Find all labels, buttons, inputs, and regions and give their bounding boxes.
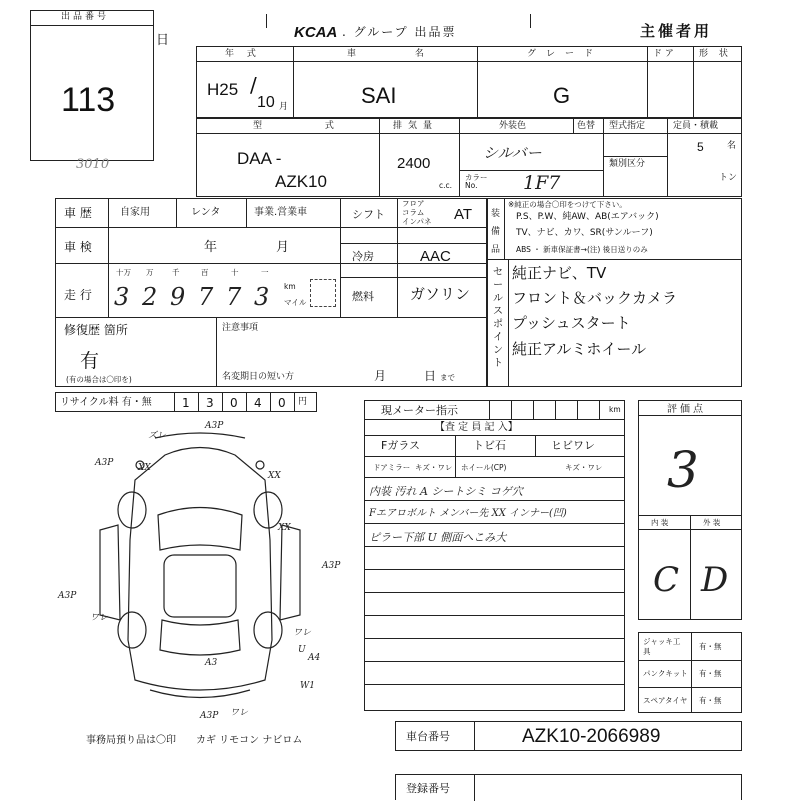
car-body-outline [128,448,272,691]
front-bumper [155,433,245,438]
diagram-mark: ズレ [148,431,167,441]
header-title: . グループ 出品票 [342,25,457,39]
mileage-head-3: 百 [201,268,209,277]
diagram-mark: W1 [300,681,315,691]
shape-label: 形 状 [699,49,732,59]
recycle-box [55,392,317,412]
chassis-number: AZK10-2066989 [522,726,661,747]
displacement-label: 排気量 [393,121,439,131]
mileage-digit: 7 [198,283,214,311]
color-change-label: 色替 [577,121,596,131]
evaluation-box [638,400,742,620]
inspector-note: Fエアロボルト メンバー先 XX インナー(凹) [369,508,567,519]
evaluation-label: 評価点 [667,404,706,415]
repair-box [55,317,487,387]
grade: G [553,83,571,108]
lot-scribble: 3010 [76,157,110,172]
wheel-rl [118,612,146,648]
inspection-label: 車 検 [64,240,92,254]
expiry-label: 名変期日の短い方 [222,372,295,382]
inspector-chip: トビ石 [473,439,506,452]
sales-points-box [487,259,742,387]
expiry-day: 日 [424,369,437,383]
mileage-label: 走 行 [64,288,92,302]
office-items: カギ リモコン ナビロム [196,735,303,746]
tools-box [638,632,742,713]
registration-box [395,774,742,800]
history-label: 車 歴 [64,206,92,220]
inspector-note: 内装 汚れ A シートシミ コゲ穴 [369,485,523,498]
aircon: AAC [420,248,451,265]
inspector-crack: ヒビワレ [551,439,595,452]
exterior-color: シルバー [483,144,542,162]
shift-label: シフト [352,208,385,221]
row2-table [196,117,742,197]
mileage-digit: 3 [114,283,130,311]
recycle-label: リサイクル料 有・無 [60,397,152,408]
equipment-box [487,198,742,260]
recycle-digit: 0 [278,396,286,410]
history-rental: レンタ [191,207,221,218]
meter-label: 現メーター指示 [381,404,458,417]
equipment-note: ※純正の場合〇印をつけて下さい。 [508,200,627,209]
mile-checkbox [310,279,336,307]
year-month: 10 [257,94,275,111]
repair-hint: (有の場合は〇印を) [66,375,132,384]
equipment-label: 装備品 [491,209,501,255]
history-business: 事業.営業車 [254,207,308,218]
registration-label: 登録番号 [406,782,450,795]
capacity-unit: 名 [727,141,737,151]
cc-unit: c.c. [439,181,453,190]
year-month-unit: 月 [279,102,289,112]
side-panel-left [100,525,120,620]
diagram-mark: A3 [205,658,218,668]
car-name-label: 車 名 [347,49,452,59]
side-panel-right [280,525,300,620]
wheel-rr [254,612,282,648]
expiry-month: 月 [374,369,387,383]
equipment-row2: TV、ナビ、カワ、SR(サンルーフ) [516,228,653,238]
mirror-right [256,461,264,469]
inspector-box [364,419,625,711]
recycle-unit: 円 [298,397,308,407]
shift-panel: インパネ [402,217,432,226]
inspector-header: 【査 定 員 記 入】 [435,422,518,433]
equipment-row1: P.S、P.W、純AW、AB(エアバック) [516,212,659,222]
color-no-label: カラー No. [465,173,488,190]
year-era: H25 [207,80,239,99]
meter-unit: km [609,405,621,414]
mileage-head-0: 十万 [116,268,131,277]
sales-point-item: 純正アルミホイール [512,340,647,358]
exterior-grade: D [701,560,729,600]
interior-label: 内 装 [651,518,669,527]
tool-label: パンクキット [643,669,688,678]
diagram-mark: A4 [308,653,321,663]
shift: AT [454,206,473,223]
repair-value: 有 [80,350,100,372]
meter-box [364,400,625,420]
diagram-mark: A3P [95,458,114,468]
diagram-mark: U [298,645,306,655]
recycle-digit: 1 [182,396,190,410]
inspector-note: ピラー下部 U 側面へこみ大 [369,531,507,544]
grade-label: グレード [527,49,604,59]
inspector-fglass: Fガラス [381,439,420,452]
type-designation-label: 型式指定 [609,121,646,131]
header-logo: KCAA [294,24,338,41]
diagram-mark: ワレ [230,708,249,718]
inspector-mirror-damage: キズ・ワレ [415,463,453,472]
car-name: SAI [361,83,397,108]
load-unit: トン [719,173,738,183]
sales-points-label: セールスポイント [493,267,503,369]
exterior-label: 外 装 [703,518,721,527]
row1-table: 年 式 H25 / 10 月 車 名 SAI グレード G ド ア 形 状 [196,46,742,119]
lot-number: 113 [61,81,116,119]
damage-diagram [40,420,360,730]
equipment-row3: ABS ・ 新車保証書→(注) 後日送りのみ [516,245,648,254]
diagram-mark: A3P [200,711,219,721]
inspection-year-unit: 年 [204,240,218,255]
sales-point-item: プッシュスタート [512,314,631,332]
tool-value: 有・無 [699,642,722,651]
aircon-label: 冷房 [352,250,374,263]
mileage-digit: 9 [170,283,186,311]
tool-value: 有・無 [699,696,722,705]
recycle-digit: 0 [230,396,238,410]
shift-column: コラム [402,208,425,217]
expiry-until: まで [440,373,455,382]
diagram-mark: A3P [322,561,341,571]
repair-label: 修復歴 箇所 [64,323,128,337]
diagram-mark: A3P [205,421,224,431]
inspector-mirror: ドアミラー [373,463,411,472]
mileage-head-4: 十 [231,268,239,277]
tool-label: スペアタイヤ [643,696,688,705]
chassis-box [395,721,742,751]
diagram-mark: ワレ [90,613,109,623]
diagram-mark: XX [138,463,151,473]
door-label: ド ア [653,49,674,59]
lot-number-box [30,10,154,161]
diagram-mark: XX [278,523,291,533]
fuel: ガソリン [410,285,471,303]
car-windshield [158,508,242,551]
mileage-head-5: 一 [261,268,269,277]
header-organizer: 主催者用 [640,22,713,40]
shift-floor: フロア [402,199,425,208]
mileage-head-2: 千 [172,268,180,277]
tool-value: 有・無 [699,669,722,678]
mileage-digit: 2 [142,283,158,311]
exterior-color-label: 外装色 [499,121,527,131]
capacity: 5 [697,140,704,154]
sales-point-item: フロント＆バックカメラ [512,289,678,307]
diagram-mark: ワレ [293,628,312,638]
office-note: 事務局預り品は〇印 [86,735,176,746]
diagram-mark: XX [268,471,281,481]
model: AZK10 [275,172,327,191]
inspection-month-unit: 月 [276,240,290,255]
notes-label: 注意事項 [222,323,259,333]
car-roof [164,555,236,617]
inspector-wheel: ホイール(CP) [461,463,507,472]
interior-grade: C [653,560,680,600]
displacement: 2400 [397,155,431,172]
mile-label: マイル [284,298,307,307]
fuel-label: 燃料 [352,290,374,303]
capacity-label: 定員・積載 [673,121,719,131]
mileage-digit: 7 [226,283,242,311]
lot-day-label: 日 [156,33,170,48]
mileage-digit: 3 [254,283,270,311]
sales-point-item: 純正ナビ、TV [512,264,607,282]
km-label: km [284,282,296,291]
category-label: 類別区分 [609,159,646,169]
recycle-digit: 3 [206,396,214,410]
history-table [55,198,487,318]
history-private: 自家用 [120,207,150,218]
inspector-wheel-damage: キズ・ワレ [565,463,603,472]
chassis-label: 車台番号 [406,730,450,743]
color-no: 1F7 [523,172,561,194]
mileage-head-1: 万 [146,268,154,277]
model-label: 型 式 [253,121,364,131]
recycle-digit: 4 [254,396,262,410]
lot-label: 出品番号 [61,12,110,22]
evaluation-score: 3 [667,441,699,499]
model-prefix: DAA - [237,149,282,168]
year-label: 年 式 [225,49,261,59]
car-rear-window [160,620,240,655]
tool-label: ジャッキ工具 [643,637,681,656]
rear-bumper [150,690,250,698]
diagram-mark: A3P [58,591,77,601]
